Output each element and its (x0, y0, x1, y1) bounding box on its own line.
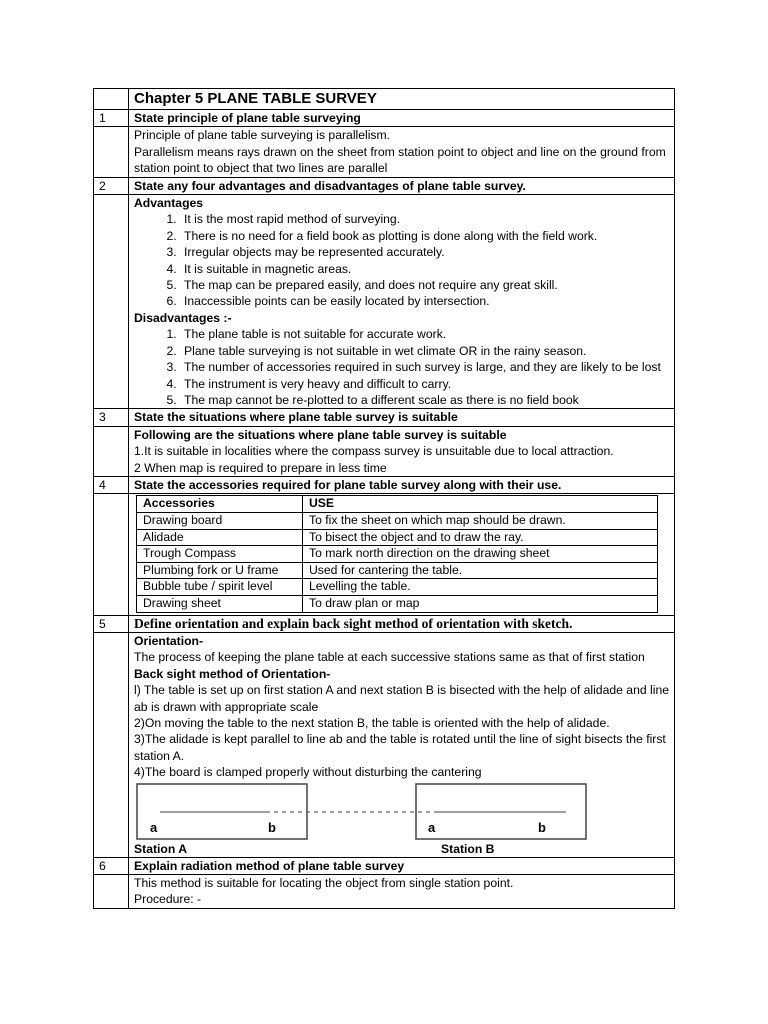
list-item: 5. The map cannot be re-plotted to a different scale as there is no field book (180, 392, 669, 408)
accessory-use: To bisect the object and to draw the ray. (303, 529, 658, 546)
answer-row (94, 195, 675, 409)
column-header: USE (303, 496, 658, 513)
question-text: State principle of plane table surveying (129, 110, 675, 127)
list-item: 2. Plane table surveying is not suitable in wet climate OR in the rainy season. (180, 343, 669, 359)
question-row (94, 177, 675, 194)
accessory-name: Drawing sheet (137, 595, 303, 612)
accessory-name: Trough Compass (137, 546, 303, 563)
disadvantages-heading: Disadvantages :- (134, 310, 232, 325)
title-row (94, 89, 675, 110)
point-b-label: b (268, 819, 276, 835)
station-labels (134, 841, 669, 857)
answer-cell (129, 426, 675, 476)
station-a-label: Station A (134, 841, 188, 856)
question-row (94, 615, 675, 632)
accessory-name: Plumbing fork or U frame (137, 562, 303, 579)
survey-notes-table (93, 88, 675, 909)
station-b-label: Station B (441, 841, 495, 856)
question-text: State the situations where plane table survey is suitable (129, 409, 675, 426)
list-item: 4. It is suitable in magnetic areas. (180, 261, 669, 277)
answer-cell (129, 195, 675, 409)
question-text: Explain radiation method of plane table survey (129, 857, 675, 874)
table-row (137, 512, 658, 529)
question-number: 5 (94, 615, 129, 632)
answer-row (94, 632, 675, 857)
list-item: 2. There is no need for a field book as plotting is done along with the field work. (180, 228, 669, 244)
answer-line: Procedure: - (134, 892, 202, 907)
step-line: 4)The board is clamped properly without disturbing the cantering (134, 765, 482, 780)
table-row (137, 562, 658, 579)
question-text: State any four advantages and disadvantages of plane table survey. (129, 177, 675, 194)
orientation-sketch (134, 783, 669, 841)
backsight-heading: Back sight method of Orientation- (134, 666, 331, 681)
point-a-label: a (150, 819, 158, 835)
num-cell (94, 89, 129, 110)
question-row (94, 476, 675, 493)
question-row (94, 110, 675, 127)
list-item: 6. Inaccessible points can be easily located by intersection. (180, 293, 669, 309)
table-row (137, 546, 658, 563)
step-line: 2)On moving the table to the next station B, the table is oriented with the help of alidade. (134, 715, 610, 730)
answer-row (94, 494, 675, 615)
question-text: State the accessories required for plane table survey along with their use. (129, 476, 675, 493)
answer-cell (129, 127, 675, 177)
accessory-use: To mark north direction on the drawing sheet (303, 546, 658, 563)
list-item: 1. The plane table is not suitable for accurate work. (180, 326, 669, 342)
chapter-title: Chapter 5 PLANE TABLE SURVEY (129, 89, 675, 110)
accessory-use: Levelling the table. (303, 579, 658, 596)
accessories-table (136, 495, 658, 612)
answer-line: Parallelism means rays drawn on the sheet from station point to object and line on the ground from station point to object that two lines are parallel (134, 144, 666, 176)
step-line: 3)The alidade is kept parallel to line ab and the table is rotated until the line of sight bisects the first station A. (134, 732, 666, 763)
table-row (137, 529, 658, 546)
point-b-label: b (538, 819, 546, 835)
point-a-label: a (428, 819, 436, 835)
list-item: 4. The instrument is very heavy and difficult to carry. (180, 376, 669, 392)
accessories-header-row (137, 496, 658, 513)
sketch-drawing (134, 783, 594, 841)
answer-line: This method is suitable for locating the object from single station point. (134, 875, 514, 890)
table-row (137, 595, 658, 612)
question-number: 3 (94, 409, 129, 426)
answer-row (94, 874, 675, 908)
question-number: 2 (94, 177, 129, 194)
accessory-use: To fix the sheet on which map should be drawn. (303, 512, 658, 529)
answer-cell (129, 632, 675, 857)
answer-cell (129, 874, 675, 908)
accessory-name: Alidade (137, 529, 303, 546)
orientation-definition: The process of keeping the plane table at each successive stations same as that of first station (134, 650, 645, 665)
table-row (137, 579, 658, 596)
question-row (94, 409, 675, 426)
answer-cell (129, 494, 675, 615)
question-text: Define orientation and explain back sight method of orientation with sketch. (129, 615, 675, 632)
list-item: 5. The map can be prepared easily, and does not require any great skill. (180, 277, 669, 293)
list-item: 1. It is the most rapid method of surveying. (180, 211, 669, 227)
accessory-name: Bubble tube / spirit level (137, 579, 303, 596)
question-number: 1 (94, 110, 129, 127)
answer-row (94, 426, 675, 476)
situations-intro: Following are the situations where plane table survey is suitable (134, 427, 507, 442)
accessory-name: Drawing board (137, 512, 303, 529)
list-item: 3. Irregular objects may be represented accurately. (180, 244, 669, 260)
answer-line: Principle of plane table surveying is parallelism. (134, 128, 391, 143)
question-row (94, 857, 675, 874)
advantages-heading: Advantages (134, 196, 204, 211)
question-number: 4 (94, 476, 129, 493)
step-line: l) The table is set up on first station A and next station B is bisected with the help of alidade and line ab is drawn with appropriate scale (134, 683, 669, 714)
answer-line: 1.It is suitable in localities where the compass survey is unsuitable due to local attraction. (134, 444, 614, 459)
accessory-use: To draw plan or map (303, 595, 658, 612)
disadvantages-list (134, 326, 669, 408)
column-header: Accessories (137, 496, 303, 513)
list-item: 3. The number of accessories required in such survey is large, and they are likely to be lost (180, 359, 669, 375)
advantages-list (134, 211, 669, 309)
answer-line: 2 When map is required to prepare in less time (134, 460, 387, 475)
answer-row (94, 127, 675, 177)
accessory-use: Used for cantering the table. (303, 562, 658, 579)
orientation-heading: Orientation- (134, 633, 204, 648)
question-number: 6 (94, 857, 129, 874)
